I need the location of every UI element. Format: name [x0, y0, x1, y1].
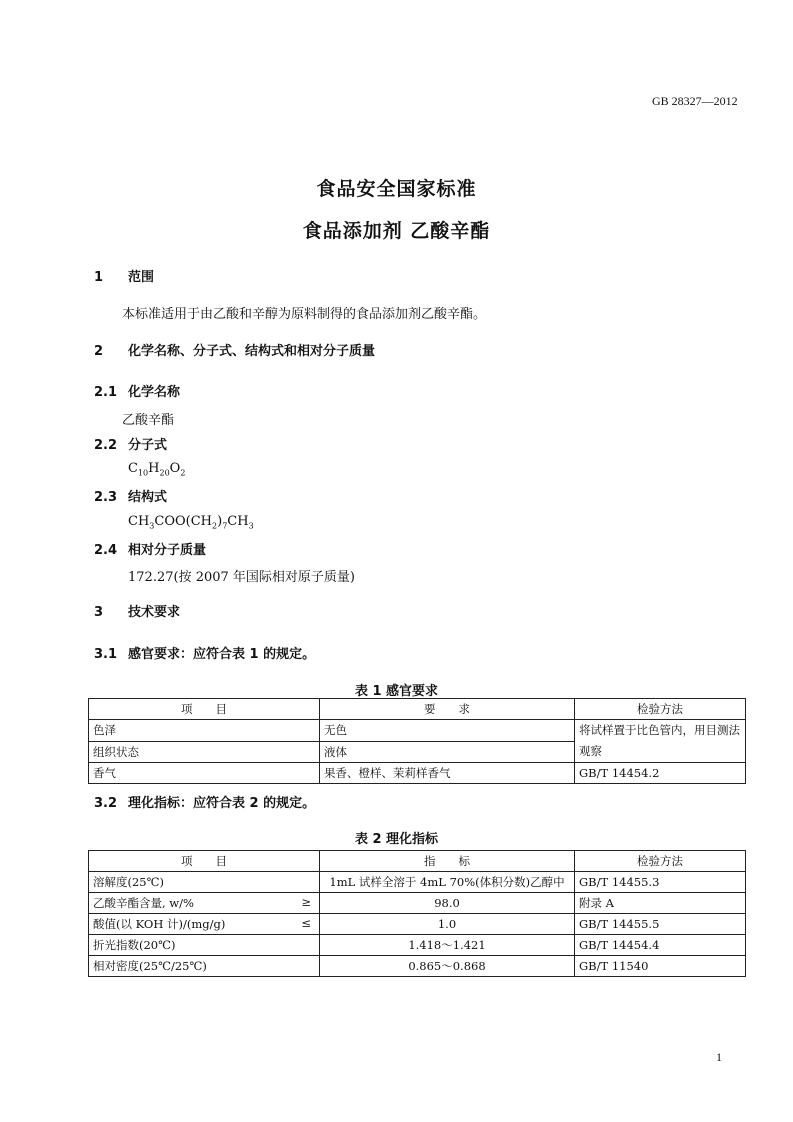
section-number: 3.1: [94, 647, 118, 662]
section-title: 技术要求: [128, 605, 181, 620]
cell-merged-method: 将试样置于比色管内，用目测法观察: [575, 720, 746, 763]
cell-method: GB/T 14455.3: [575, 872, 746, 893]
cell-value: 1.418～1.421: [320, 935, 575, 956]
section-number: 2.1: [94, 385, 118, 400]
cell-value: 0.865～0.868: [320, 956, 575, 977]
cell-item: 折光指数(20℃): [89, 935, 320, 956]
cell-item: 香气: [89, 763, 320, 784]
section-3-1-heading: [94, 643, 315, 662]
cell-item: 色泽: [89, 720, 320, 742]
cell-requirement: 无色: [320, 720, 575, 742]
section-title: 分子式: [128, 438, 168, 453]
section-title: 相对分子质量: [128, 543, 207, 558]
document-title: 食品安全国家标准: [316, 178, 477, 200]
section-3-2-heading: [94, 792, 315, 811]
cell-item: 酸值(以 KOH 计)/(mg/g) ≤: [89, 914, 320, 935]
cell-item: 组织状态: [89, 741, 320, 763]
cell-method: GB/T 11540: [575, 956, 746, 977]
comparison-symbol: ≤: [301, 916, 311, 930]
cell-requirement: 果香、橙样、茉莉样香气: [320, 763, 575, 784]
header-method: 检验方法: [575, 699, 746, 720]
section-number: 2.2: [94, 438, 118, 453]
section-title: 范围: [128, 270, 155, 285]
section-number: 3: [94, 605, 104, 620]
header-method: 检验方法: [575, 851, 746, 872]
cell-value: 98.0: [320, 893, 575, 914]
section-2-heading: [94, 340, 375, 359]
section-title: 结构式: [128, 490, 168, 505]
structural-formula: $CH_3COO(CH_2)_7CH_3$: [128, 514, 254, 531]
cell-method: GB/T 14454.2: [575, 763, 746, 784]
molecular-mass: 172.27(按 2007 年国际相对原子质量): [128, 570, 355, 585]
table-row: [89, 720, 746, 742]
comparison-symbol: ≥: [301, 895, 311, 909]
section-2-3-heading: [94, 486, 167, 505]
molecular-formula: $C_{10}H_{20}O_2$: [128, 461, 186, 478]
header-item: 项 目: [89, 699, 320, 720]
table-row: [89, 935, 746, 956]
header-requirement: 要 求: [320, 699, 575, 720]
table-2-caption: 表 2 理化指标: [354, 832, 439, 847]
cell-value: 1mL 试样全溶于 4mL 70%(体积分数)乙醇中: [320, 872, 575, 893]
table-header-row: [89, 699, 746, 720]
page-number: 1: [716, 1050, 722, 1064]
table-row: [89, 763, 746, 784]
section-number: 2: [94, 344, 104, 359]
section-number: 1: [94, 270, 104, 285]
header-index: 指 标: [320, 851, 575, 872]
section-2-4-heading: [94, 539, 206, 558]
section-number: 3.2: [94, 796, 118, 811]
table-row: [89, 914, 746, 935]
section-title: 化学名称、分子式、结构式和相对分子质量: [128, 344, 376, 359]
table-row: [89, 956, 746, 977]
section-title: 感官要求：应符合表 1 的规定。: [128, 647, 316, 662]
physicochemical-table: [88, 850, 746, 977]
cell-method: GB/T 14454.4: [575, 935, 746, 956]
document-subtitle: 食品添加剂 乙酸辛酯: [302, 220, 491, 242]
standard-code: GB 28327—2012: [652, 94, 738, 108]
section-2-2-heading: [94, 434, 167, 453]
table-header-row: [89, 851, 746, 872]
chemical-name: 乙酸辛酯: [122, 413, 175, 428]
section-1-text: 本标准适用于由乙酸和辛醇为原料制得的食品添加剂乙酸辛酯。: [122, 307, 487, 322]
cell-method: 附录 A: [575, 893, 746, 914]
cell-requirement: 液体: [320, 741, 575, 763]
section-title: 化学名称: [128, 385, 181, 400]
section-title: 理化指标：应符合表 2 的规定。: [128, 796, 316, 811]
cell-item: 相对密度(25℃/25℃): [89, 956, 320, 977]
cell-value: 1.0: [320, 914, 575, 935]
section-number: 2.4: [94, 543, 118, 558]
cell-item: 溶解度(25℃): [89, 872, 320, 893]
section-1-heading: [94, 266, 154, 285]
sensory-requirements-table: [88, 698, 746, 784]
cell-item: 乙酸辛酯含量, w/% ≥: [89, 893, 320, 914]
section-2-1-heading: [94, 381, 180, 400]
header-item: 项 目: [89, 851, 320, 872]
cell-method: GB/T 14455.5: [575, 914, 746, 935]
table-row: [89, 872, 746, 893]
table-row: [89, 893, 746, 914]
section-3-heading: [94, 601, 180, 620]
table-1-caption: 表 1 感官要求: [354, 684, 439, 699]
section-number: 2.3: [94, 490, 118, 505]
